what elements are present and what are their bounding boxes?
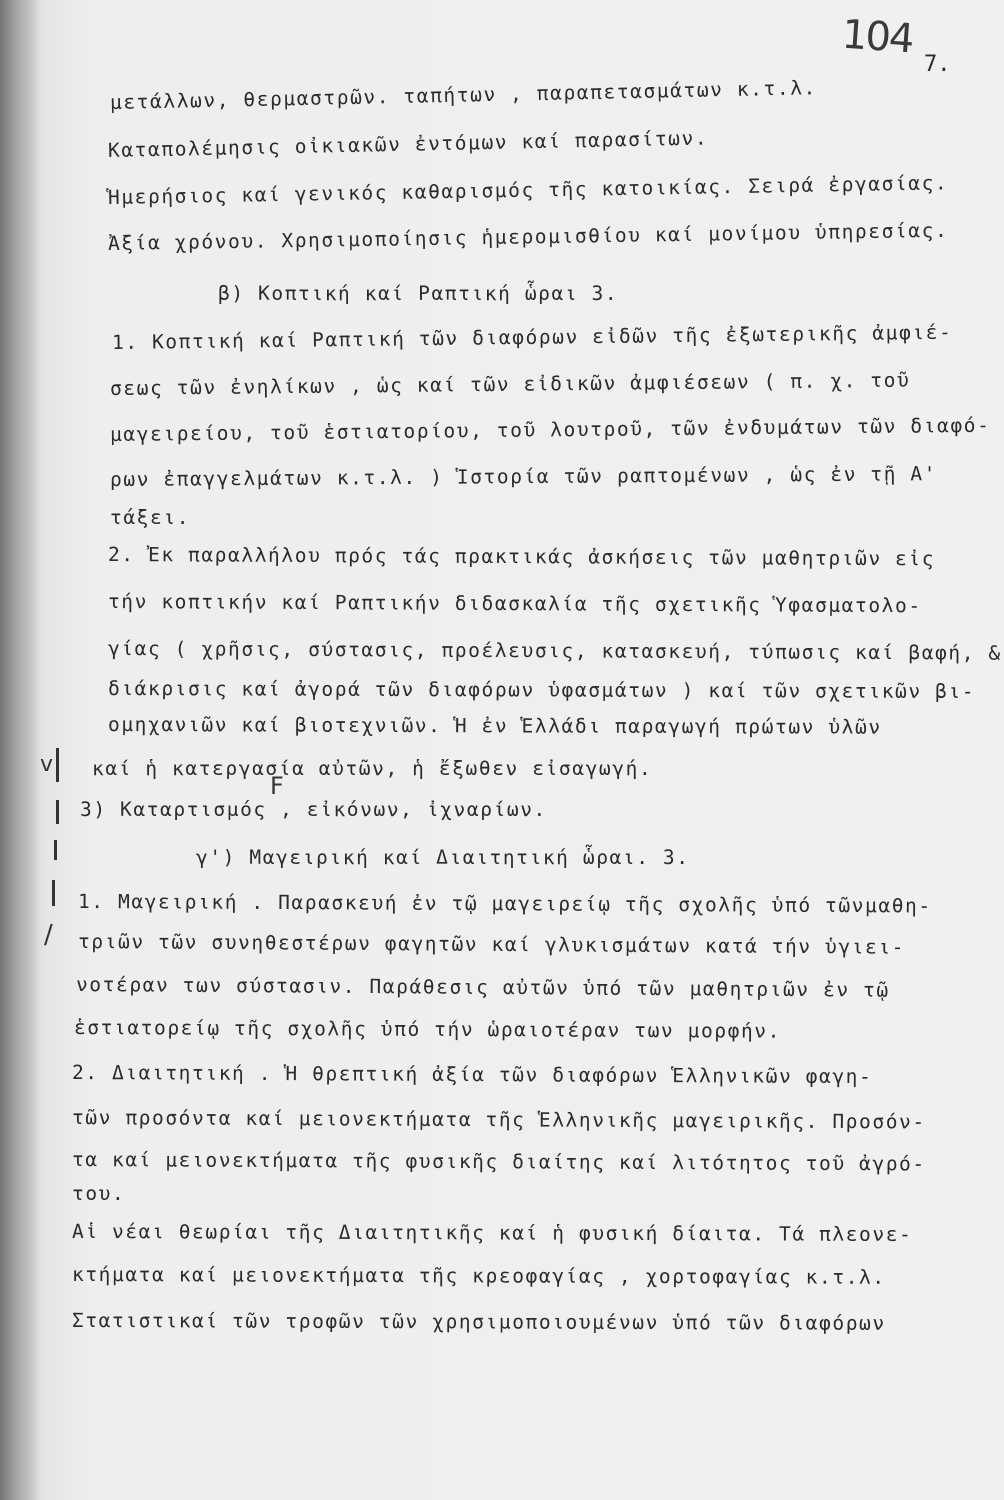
text-line: ομηχανιῶν καί βιοτεχνιῶν. Ἡ ἐν Ἑλλάδι παραγωγή πρώτων ὑλῶν <box>107 713 882 739</box>
text-line: Καταπολέμησις οἰκιακῶν ἐντόμων καί παρασίτων. <box>107 126 709 162</box>
margin-bracket-mark <box>54 840 57 860</box>
section-heading: β) Κοπτική καί Ραπτική ὧραι 3. <box>218 282 619 305</box>
text-line: τῶν προσόντα καί μειονεκτήματα τῆς Ἑλληνικῆς μαγειρικῆς. Προσόν- <box>71 1106 926 1134</box>
text-line: ρων ἐπαγγελμάτων κ.τ.λ. ) Ἱστορία τῶν ραπτομένων , ὡς ἐν τῇ Α' <box>109 462 938 491</box>
handwritten-f-mark: F <box>270 772 284 800</box>
text-line: γίας ( χρῆσις, σύστασις, προέλευσις, κατασκευή, τύπωσις καί βαφή, & <box>107 637 1002 665</box>
margin-bracket-mark <box>56 800 59 824</box>
text-line: 2. Ἐκ παραλλήλου πρός τάς πρακτικάς ἀσκήσεις τῶν μαθητριῶν εἰς <box>107 543 936 571</box>
handwritten-archive-number: 104 <box>840 11 914 63</box>
text-line: του. <box>72 1182 126 1205</box>
text-line: 3) Καταρτισμός , εἰκόνων, ἰχναρίων. <box>80 798 547 821</box>
text-line: μαγειρείου, τοῦ ἑστιατορίου, τοῦ λουτροῦ, τῶν ἐνδυμάτων τῶν διαφό- <box>109 413 991 446</box>
margin-v-mark: v <box>40 752 54 777</box>
text-line: Ἀξία χρόνου. Χρησιμοποίησις ἡμερομισθίου καί μονίμου ὑπηρεσίας. <box>107 218 949 255</box>
book-binding-shadow <box>0 0 40 1500</box>
text-line: Ἡμερήσιος καί γενικός καθαρισμός τῆς κατοικίας. Σειρά ἐργασίας. <box>107 171 949 209</box>
text-line: 2. Διαιτητική . Ἡ θρεπτική ἀξία τῶν διαφόρων Ἑλληνικῶν φαγη- <box>71 1061 873 1089</box>
text-line: τάξει. <box>110 506 191 529</box>
section-heading: γ') Μαγειρική καί Διαιτητική ὧραι. 3. <box>196 846 690 869</box>
text-line: τήν κοπτικήν καί Ραπτικήν διδασκαλία τῆς σχετικῆς Ὑφασματολο- <box>107 590 922 618</box>
text-line: 1. Κοπτική καί Ραπτική τῶν διαφόρων εἰδῶν τῆς ἐξωτερικῆς ἀμφιέ- <box>111 320 953 354</box>
text-line: τριῶν τῶν συνηθεστέρων φαγητῶν καί γλυκισμάτων κατά τήν ὑγιει- <box>77 930 906 959</box>
text-line: μετάλλων, θερμαστρῶν. ταπήτων , παραπετασμάτων κ.τ.λ. <box>109 76 818 114</box>
text-line: 1. Μαγειρική . Παρασκευή ἐν τῷ μαγειρείῳ τῆς σχολῆς ὑπό τῶνμαθη- <box>77 890 932 918</box>
page-number: 7. <box>924 52 951 77</box>
text-line: καί ἡ κατεργασία αὐτῶν, ἡ ἔξωθεν εἰσαγωγή. <box>92 757 653 780</box>
margin-slash-mark: / <box>44 920 53 950</box>
text-line: τα καί μειονεκτήματα τῆς φυσικῆς διαίτης καί λιτότητος τοῦ ἀγρό- <box>71 1148 926 1176</box>
text-line: Αἱ νέαι θεωρίαι τῆς Διαιτητικῆς καί ἡ φυσική δίαιτα. Τά πλεονε- <box>71 1220 913 1246</box>
margin-bracket-mark <box>56 748 59 782</box>
text-line: νοτέραν των σύστασιν. Παράθεσις αὐτῶν ὑπό τῶν μαθητριῶν ἐν τῷ <box>75 973 890 1002</box>
margin-bracket-mark <box>52 880 55 906</box>
text-line: ἑστιατορείῳ τῆς σχολῆς ὑπό τήν ὡραιοτέραν των μορφήν. <box>73 1016 782 1043</box>
text-line: διάκρισις καί ἀγορά τῶν διαφόρων ὑφασμάτων ) καί τῶν σχετικῶν βι- <box>107 677 976 704</box>
text-line: κτήματα καί μειονεκτήματα τῆς κρεοφαγίας , χορτοφαγίας κ.τ.λ. <box>71 1263 886 1289</box>
text-line: Στατιστικαί τῶν τροφῶν τῶν χρησιμοποιουμένων ὑπό τῶν διαφόρων <box>71 1309 886 1335</box>
text-line: σεως τῶν ἐνηλίκων , ὡς καί τῶν εἰδικῶν ἀμφιέσεων ( π. χ. τοῦ <box>109 368 911 400</box>
